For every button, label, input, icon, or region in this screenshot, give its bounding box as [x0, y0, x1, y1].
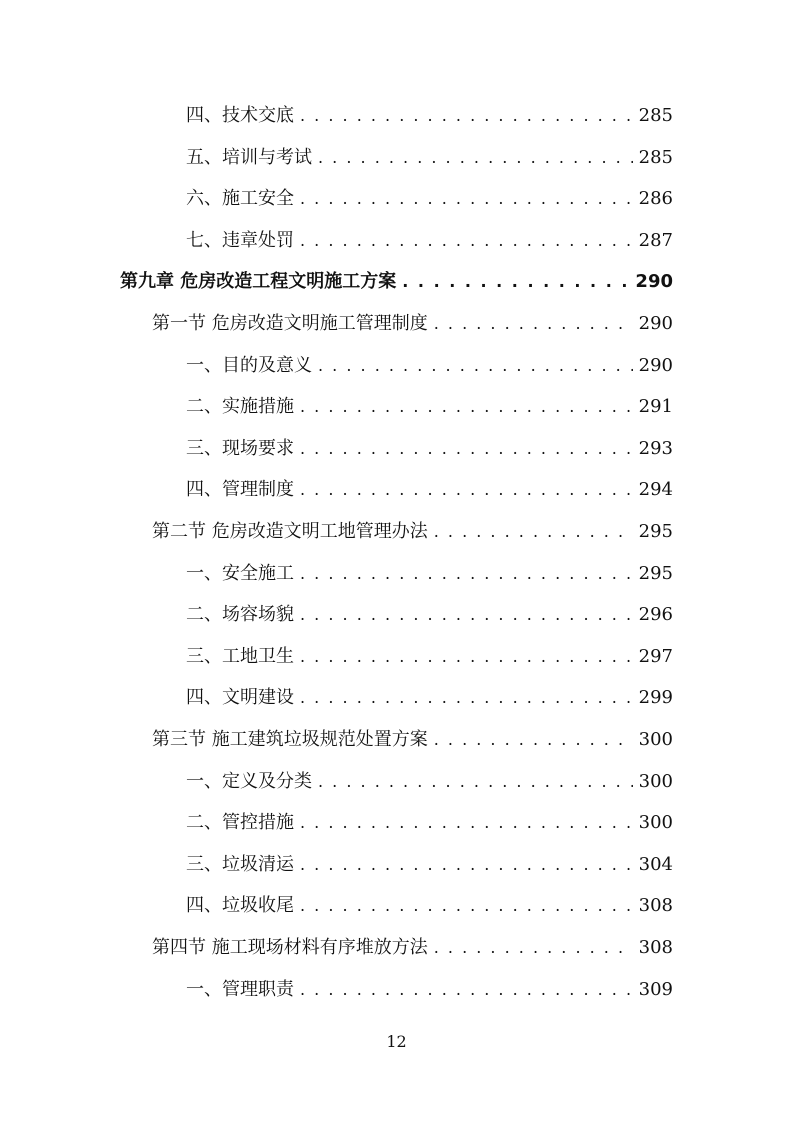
toc-entry-title: 五、培训与考试	[186, 146, 312, 168]
toc-entry	[186, 429, 673, 469]
toc-entry-page: 300	[638, 812, 673, 834]
toc-entry-page: 295	[638, 562, 673, 584]
toc-entry-page: 299	[638, 687, 673, 709]
toc-leader-dots	[300, 399, 633, 415]
toc-leader-dots	[300, 191, 633, 207]
toc-entry-page: 291	[638, 396, 673, 418]
toc-leader-dots	[300, 233, 633, 249]
toc-entry-page: 309	[638, 978, 673, 1000]
toc-entry-title: 七、违章处罚	[186, 229, 294, 251]
toc-entry-title: 一、目的及意义	[186, 354, 312, 376]
toc-entry	[152, 928, 673, 968]
toc-entry-page: 286	[638, 188, 673, 210]
toc-entry-title: 第二节 危房改造文明工地管理办法	[152, 521, 428, 542]
toc-entry-title: 第一节 危房改造文明施工管理制度	[152, 313, 428, 334]
toc-leader-dots	[300, 649, 633, 665]
toc-leader-dots	[300, 898, 633, 914]
toc-entry-title: 一、定义及分类	[186, 770, 312, 792]
toc-leader-dots	[300, 982, 633, 998]
toc-leader-dots	[300, 566, 633, 582]
toc-entry-title: 第三节 施工建筑垃圾规范处置方案	[152, 729, 428, 750]
toc-entry	[186, 179, 673, 219]
toc-entry-page: 297	[638, 645, 673, 667]
toc-entry	[186, 138, 673, 178]
toc-leader-dots	[300, 607, 633, 623]
toc-entry-page: 290	[638, 313, 673, 334]
toc-entry	[186, 221, 673, 261]
toc-entry-page: 300	[638, 770, 673, 792]
toc-entry-page: 308	[638, 937, 673, 958]
toc-leader-dots	[300, 857, 633, 873]
toc-entry-page: 308	[638, 895, 673, 917]
toc-entry	[186, 595, 673, 635]
toc-leader-dots	[300, 108, 633, 124]
toc-entry-title: 三、现场要求	[186, 437, 294, 459]
toc-entry	[186, 637, 673, 677]
toc-entry-page: 304	[638, 853, 673, 875]
toc-leader-dots	[300, 441, 633, 457]
toc-entry-title: 二、场容场貌	[186, 604, 294, 626]
toc-leader-dots	[318, 774, 633, 790]
toc-entry-page: 290	[635, 271, 673, 293]
toc-leader-dots	[434, 524, 633, 540]
toc-entry	[186, 970, 673, 1010]
toc-entry	[186, 554, 673, 594]
toc-leader-dots	[434, 316, 633, 332]
toc-entry-title: 四、技术交底	[186, 105, 294, 126]
toc-entry-title: 一、安全施工	[186, 562, 294, 584]
toc-entry-page: 285	[638, 105, 673, 126]
toc-entry-title: 四、管理制度	[186, 479, 294, 501]
toc-entry-title: 第四节 施工现场材料有序堆放方法	[152, 937, 428, 958]
toc-entry	[186, 803, 673, 843]
toc-entry-title: 三、垃圾清运	[186, 853, 294, 875]
toc-leader-dots	[318, 358, 633, 374]
toc-entry-title: 四、文明建设	[186, 687, 294, 709]
toc-entry	[186, 346, 673, 386]
toc-leader-dots	[300, 690, 633, 706]
toc-leader-dots	[434, 940, 633, 956]
toc-entry	[152, 720, 673, 760]
toc-entry-page: 294	[638, 479, 673, 501]
toc-leader-dots	[318, 150, 633, 166]
toc-entry	[186, 762, 673, 802]
toc-entry	[120, 262, 673, 302]
toc-entry	[152, 512, 673, 552]
toc-entry-page: 300	[638, 729, 673, 750]
toc-entry	[186, 845, 673, 885]
toc-entry-page: 285	[638, 146, 673, 168]
toc-entry-page: 293	[638, 437, 673, 459]
toc-entry-page: 290	[638, 354, 673, 376]
toc-entry	[186, 886, 673, 926]
toc-leader-dots	[402, 274, 629, 290]
toc-entry	[186, 387, 673, 427]
toc-entry-title: 六、施工安全	[186, 188, 294, 210]
toc-entry	[186, 470, 673, 510]
toc-entry-page: 296	[638, 604, 673, 626]
page-number: 12	[386, 1032, 407, 1051]
toc-entry-title: 三、工地卫生	[186, 645, 294, 667]
toc-entry-page: 287	[638, 229, 673, 251]
toc-entry-title: 四、垃圾收尾	[186, 895, 294, 917]
toc-leader-dots	[300, 482, 633, 498]
toc-entry	[152, 304, 673, 344]
toc-entry-page: 295	[638, 521, 673, 542]
toc-entry-title: 二、实施措施	[186, 396, 294, 418]
toc-entry-title: 一、管理职责	[186, 978, 294, 1000]
toc-entry-title: 第九章 危房改造工程文明施工方案	[120, 271, 397, 293]
toc-entry-title: 二、管控措施	[186, 812, 294, 834]
toc-leader-dots	[434, 732, 633, 748]
toc-leader-dots	[300, 815, 633, 831]
toc-entry	[186, 96, 673, 136]
toc-entry	[186, 678, 673, 718]
